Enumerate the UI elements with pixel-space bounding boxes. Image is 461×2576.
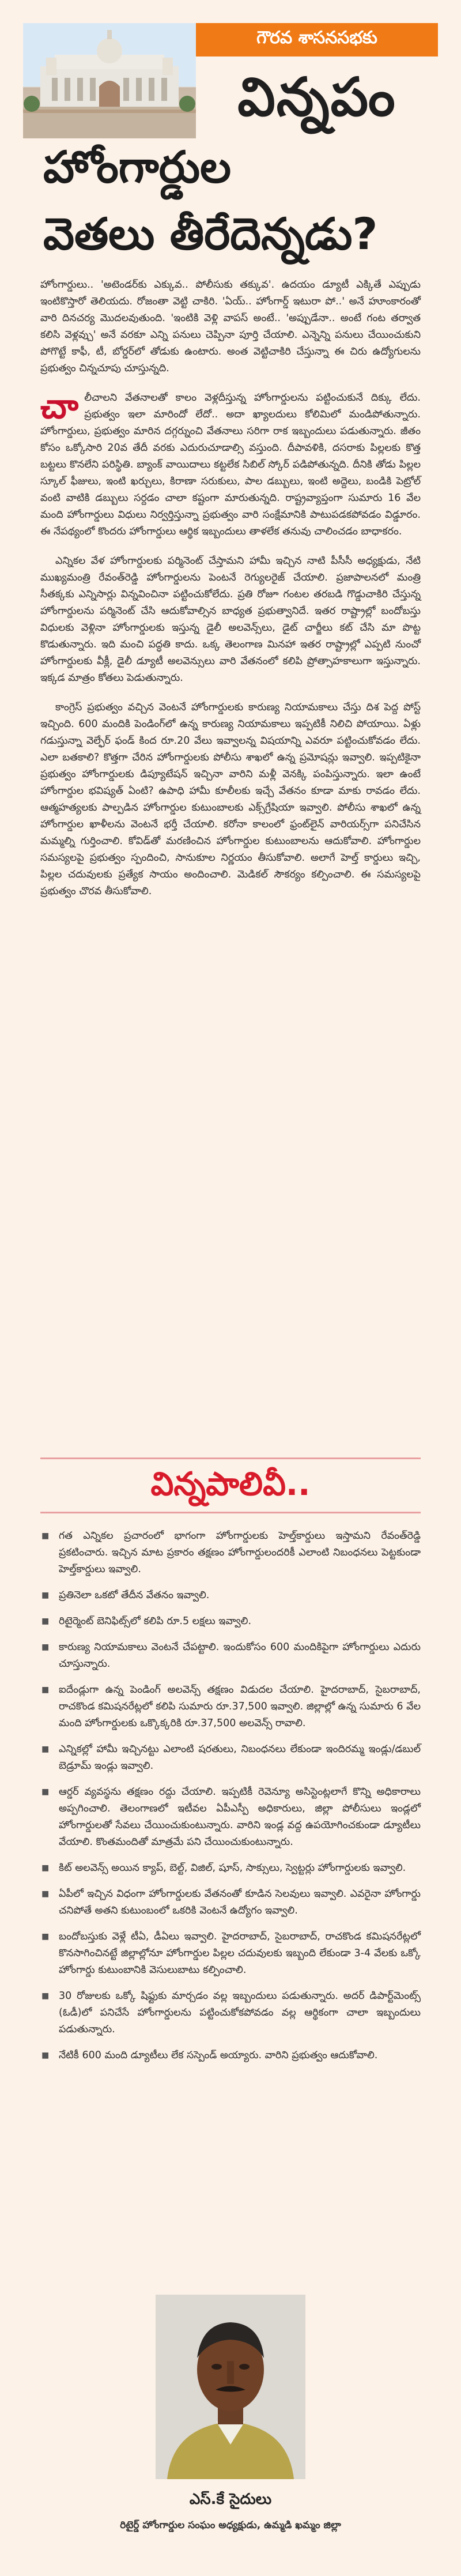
- author-role: రిటైర్డ్ హోంగార్డుల సంఘం అధ్యక్షుడు, ఉమ్మడి ఖమ్మం జిల్లా: [120, 2519, 341, 2531]
- demand-item: ■ ఎన్నికల్లో హామీ ఇచ్చినట్టు ఎలాంటి షరతులు, నిబంధనలు లేకుండా ఇందిరమ్మ ఇండ్లు/డబుల్ బెడ్రూమ్ ఇండ్లు ఇవ్వాలి.: [40, 1741, 421, 1775]
- masthead: [23, 23, 438, 138]
- headline-line-2: వెతలు తీరేదెన్నడు?: [43, 208, 378, 259]
- article-body: [40, 277, 421, 913]
- assembly-building-image: [23, 23, 196, 138]
- author-name: ఎస్.కే సైదులు: [189, 2491, 272, 2508]
- demand-item: ■ రిటైర్మెంట్ బెనిఫిట్స్‌లో కలిపి రూ.5 లక్షలు ఇవ్వాలి.: [40, 1613, 421, 1630]
- demand-item: ■ గత ఎన్నికల ప్రచారంలో భాగంగా హోంగార్డులకు హెల్త్‌కార్డులు ఇస్తామని రేవంత్‌రెడ్డి ప్రకటించారు. ఇచ్చిన మాట ప్రకారం తక్షణం హోంగార్డులందరికీ ఎలాంటి నిబంధనలు పెట్టకుండా హెల్త్‌కార్డులు ఇవ్వాలి.: [40, 1528, 421, 1578]
- drop-cap: చా: [40, 386, 79, 427]
- demands-list: [40, 1528, 421, 2073]
- author-photo: [156, 2295, 305, 2479]
- demand-item: ■ ఐదేండ్లుగా ఉన్న పెండింగ్ అలవెన్స్‌ తక్షణం విడుదల చేయాలి. హైదరాబాద్, సైబరాబాద్, రాచకొండ కమిషనరేట్లలో కలిపి సుమారు రూ.37,500 ఇవ్వాలి. జిల్లాల్లో ఉన్న సుమారు 6 వేల మంది హోంగార్డులకు ఒక్కొక్కరికి రూ.37,500 అలవెన్స్ రావాలి.: [40, 1682, 421, 1732]
- article-paragraph-1: హోంగార్డులు.. 'అటెండర్‌కు ఎక్కువ.. పోలీసుకు తక్కువ'. ఉదయం డ్యూటీ ఎక్కితే ఎప్పుడు ఇంటికొస్తారో తెలియదు. రోజంతా వెట్టి చాకిరి. 'ఏయ్.. హోంగార్డ్ ఇటురా పో..' అనే హూంకారంతో వారి దినచర్య మొదలవుతుంది. 'ఇంటికి వెళ్లి వాపస్ అంటే.. 'అప్పుడేనా.. అంటే గంట తర్వాత కలిసి వెళ్లవ్చు' అనే వరకూ ఎన్ని పనులు చెప్పినా పూర్తి చేయాలి. ఎన్నెన్ని పనులు చేయించుకుని పోగొట్టే కాఫీ, టీ, బోర్డర్‌లో తోడుకు ఉంటారు. అంత వెట్టిచాకిరి చేస్తున్నా ఈ చిరు ఉద్యోగులను ప్రభుత్వం చిన్నచూపు చూస్తున్నది.: [40, 279, 421, 374]
- demand-item: ■ ప్రతినెలా ఒకటో తేదీన వేతనం ఇవ్వాలి.: [40, 1587, 421, 1604]
- demand-item: ■ ఆర్డర్ వ్యవస్థను తక్షణం రద్దు చేయాలి. ఇప్పటికీ రెవెన్యూ అసిస్టెంట్లలాగే కొన్ని అధికారాలు అప్పగించాలి. తెలంగాణలో ఇటీవల ఏపీఎస్పీ అధికారులు, జిల్లా పోలీసులు ఇండ్లలో హోంగార్డులతో సేవలు చేయించుకుంటున్నారు. వారిని ఇండ్ల వద్ద ఉపయోగించకుండా డ్యూటీలు వేయాలి. కొంతమందితో మాత్రమే పని చేయించుకుంటున్నారు.: [40, 1784, 421, 1851]
- section-divider: [40, 1512, 421, 1513]
- demand-item: ■ కారుణ్య నియామకాలు వెంటనే చేపట్టాలి. ఇందుకోసం 600 మందికిపైగా హోంగార్డులు ఎదురు చూస్తున్నారు.: [40, 1639, 421, 1673]
- masthead-title: విన్నపం: [237, 66, 396, 128]
- article-paragraph-2-text: లీచాలని వేతనాలతో కాలం వెళ్లదీస్తున్న హోంగార్డులను పట్టించుకునే దిక్కు లేదు. ప్రభుత్వం ఇలా మారిందో లేదో.. అదా ఖ్యాలదులు కోలిమిలో మండిపోతున్నారు. హోంగార్డులు, ప్రభుత్వం మారిన దగ్గర్నుంచి వేతనాలు సరిగా రాక ఇబ్బందులు పడుతున్నారు. జీతం కోసం ఒక్కోసారి 20వ తేదీ వరకు ఎదురుచూడాల్సి వస్తుంది. దీపావళికి, దసరాకు పిల్లలకు కొత్త బట్టలు కొనలేని పరిస్థితి. బ్యాంక్ వాయిదాలు కట్టలేక సిబిల్ స్కోర్ పడిపోతున్నది. దీనికి తోడు పిల్లల స్కూల్ ఫీజులు, ఇంటి ఖర్చులు, కిరాణా సరుకులు, పాల డబ్బులు, ఇంటి అద్దెలు, బండికి పెట్రోల్ వంటి వాటికి డబ్బులు సర్దడం చాలా కష్టంగా మారుతున్నది. రాష్ట్రవ్యాప్తంగా సుమారు 16 వేల మంది హోంగార్డులు విధులు నిర్వర్తిస్తున్నా ప్రభుత్వం వారి సంక్షేమానికి పాటుపడకపోవడం విడ్డూరం. ఈ నేపథ్యంలో కొందరు హోంగార్డులు ఆర్థిక ఇబ్బందులు తాళలేక తనువు చాలించడం బాధాకరం.: [40, 392, 421, 537]
- headline: [43, 134, 424, 268]
- article-paragraph-3: ఎన్నికల వేళ హోంగార్డులకు పర్మినెంట్ చేస్తామని హామీ ఇచ్చిన నాటి పీసీసీ అధ్యక్షుడు, నేటి ముఖ్యమంత్రి రేవంత్‌రెడ్డి హోంగార్డులను పెంటనే రెగ్యులరైజ్ చేయాలి. ప్రజాపాలనలో మంత్రి సీతక్కకు ఎన్నిసార్లు విన్నవించినా పట్టించుకోలేదు. ప్రతి రోజూ గంటల తరబడి గొడ్డుచాకిరి చేస్తున్న హోంగార్డులను పర్మినెంట్ చేసి ఆదుకోవాల్సిన బాధ్యత ప్రభుత్వానిదే. ఇతర రాష్ట్రాల్లో బందోబస్తు విధులకు వెళ్లినా హోంగార్డులకు ఇస్తున్న డైలీ అలవెన్స్‌లు, డైట్ చార్జీలు కట్ చేసి మా పొట్ట కొడుతున్నారు. ఇది మంచి పద్ధతి కాదు. ఒక్క తెలంగాణ మినహా ఇతర రాష్ట్రాల్లో ఎప్పటి నుంచో హోంగార్డులకు వీక్లీ, డైలీ డ్యూటీ అలవెన్సులు వారి వేతనంలో కలిపి ప్రోత్సాహకాలుగా ఇస్తున్నారు. ఇక్కడ మాత్రం కోతలు పెడుతున్నారు.: [40, 555, 421, 684]
- demand-item: ■ బందోబస్తుకు వెళ్లే టీఏ, డీఏలు ఇవ్వాలి. హైదరాబాద్, సైబరాబాద్, రాచకొండ కమిషనరేట్లలో కొనసాగించినట్టే జిల్లాల్లోనూ హోంగార్డుల పిల్లల చదువులకు ఇబ్బంది లేకుండా 3-4 వేలకు ఒక్కో హోంగార్డు కుటుంబానికి వెసులుబాటు కల్పించాలి.: [40, 1929, 421, 1979]
- demand-item: ■ కిట్ అలవెన్స్ అయిన క్యాప్, బెల్ట్, విజిల్, షూస్, సాక్సులు, స్వెట్టర్లు హోంగార్డులకు ఇవ్వాలి.: [40, 1860, 421, 1877]
- demand-item: ■ నేటికీ 600 మంది డ్యూటీలు లేక సస్పెండ్ అయ్యారు. వారిని ప్రభుత్వం ఆదుకోవాలి.: [40, 2047, 421, 2064]
- masthead-badge: గౌరవ శాసనసభకు: [196, 23, 438, 57]
- article-paragraph-4: కాంగ్రెస్ ప్రభుత్వం వచ్చిన వెంటనే హోంగార్డులకు కారుణ్య నియామకాలు చేస్తు దిశ పెద్ద పోస్ట్ ఇచ్చింది. 600 మందికి పెండింగ్‌లో ఉన్న కారుణ్య నియామకాలు ఇప్పటికీ నిలిచి పోయాయి. ఏళ్లు గడుస్తున్నా వెల్ఫేర్ ఫండ్ కింద రూ.20 వేలు ఇవ్వాలన్న విషయాన్ని ఎవరూ పట్టించుకోవడం లేదు. ఎలా బతకాలి? కొత్తగా చేరిన హోంగార్డులకు పోలీసు శాఖలో ఉన్న ప్రమోషన్లు ఇవ్వాలి. ఇప్పటికైనా ప్రభుత్వం హోంగార్డులకు డిప్యూటేషన్ ఇచ్చినా వారిని మళ్లీ వెనక్కి పంపిస్తున్నారు. ఇలా ఉంటే హోంగార్డుల భవిష్యత్ ఏంటి? ఉపాధి హామీ కూలీలకు ఇచ్చే వేతనం కూడా మాకు రావడం లేదు. ఆత్మహత్యలకు పాల్పడిన హోంగార్డుల కుటుంబాలకు ఎక్స్‌గ్రేషియా ఇవ్వాలి. పోలీసు శాఖలో ఉన్న హోంగార్డుల ఖాళీలను వెంటనే భర్తీ చేయాలి. కరోనా కాలంలో ఫ్రంట్‌లైన్ వారియర్స్‌గా పనిచేసిన మమ్మల్ని గుర్తించాలి. కోవిడ్‌తో మరణించిన హోంగార్డుల కుటుంబాలను ఆదుకోవాలి. హోంగార్డుల సమస్యలపై ప్రభుత్వం స్పందించి, సానుకూల నిర్ణయం తీసుకోవాలి. అలాగే హెల్త్ కార్డులు ఇచ్చి, పిల్లల చదువులకు ప్రత్యేక సాయం అందించాలి. మెడికల్ సౌకర్యం కల్పించాలి. ఈ సమస్యలపై ప్రభుత్వం చొరవ తీసుకోవాలి.: [40, 702, 421, 897]
- headline-line-1: హోంగార్డుల: [43, 141, 231, 193]
- demand-item: ■ ఏపీలో ఇచ్చిన విధంగా హోంగార్డులకు వేతనంతో కూడిన సెలవులు ఇవ్వాలి. ఎవరైనా హోంగార్డు చనిపోతే అతని కుటుంబంలో ఒకరికి వెంటనే ఉద్యోగం ఇవ్వాలి.: [40, 1886, 421, 1919]
- demand-item: ■ 30 రోజులకు ఒక్కో షిఫ్టుకు మార్చడం వల్ల ఇబ్బందులు పడుతున్నారు. అదర్ డిపార్ట్‌మెంట్స్ (ఓడీ)లో పనిచేసే హోంగార్డులను పట్టించుకోకపోవడం వల్ల ఆర్థికంగా చాలా ఇబ్బందులు పడుతున్నారు.: [40, 1988, 421, 2038]
- article-paragraph-2: [40, 386, 421, 540]
- demands-title: విన్నపాలివీ..: [150, 1466, 311, 1503]
